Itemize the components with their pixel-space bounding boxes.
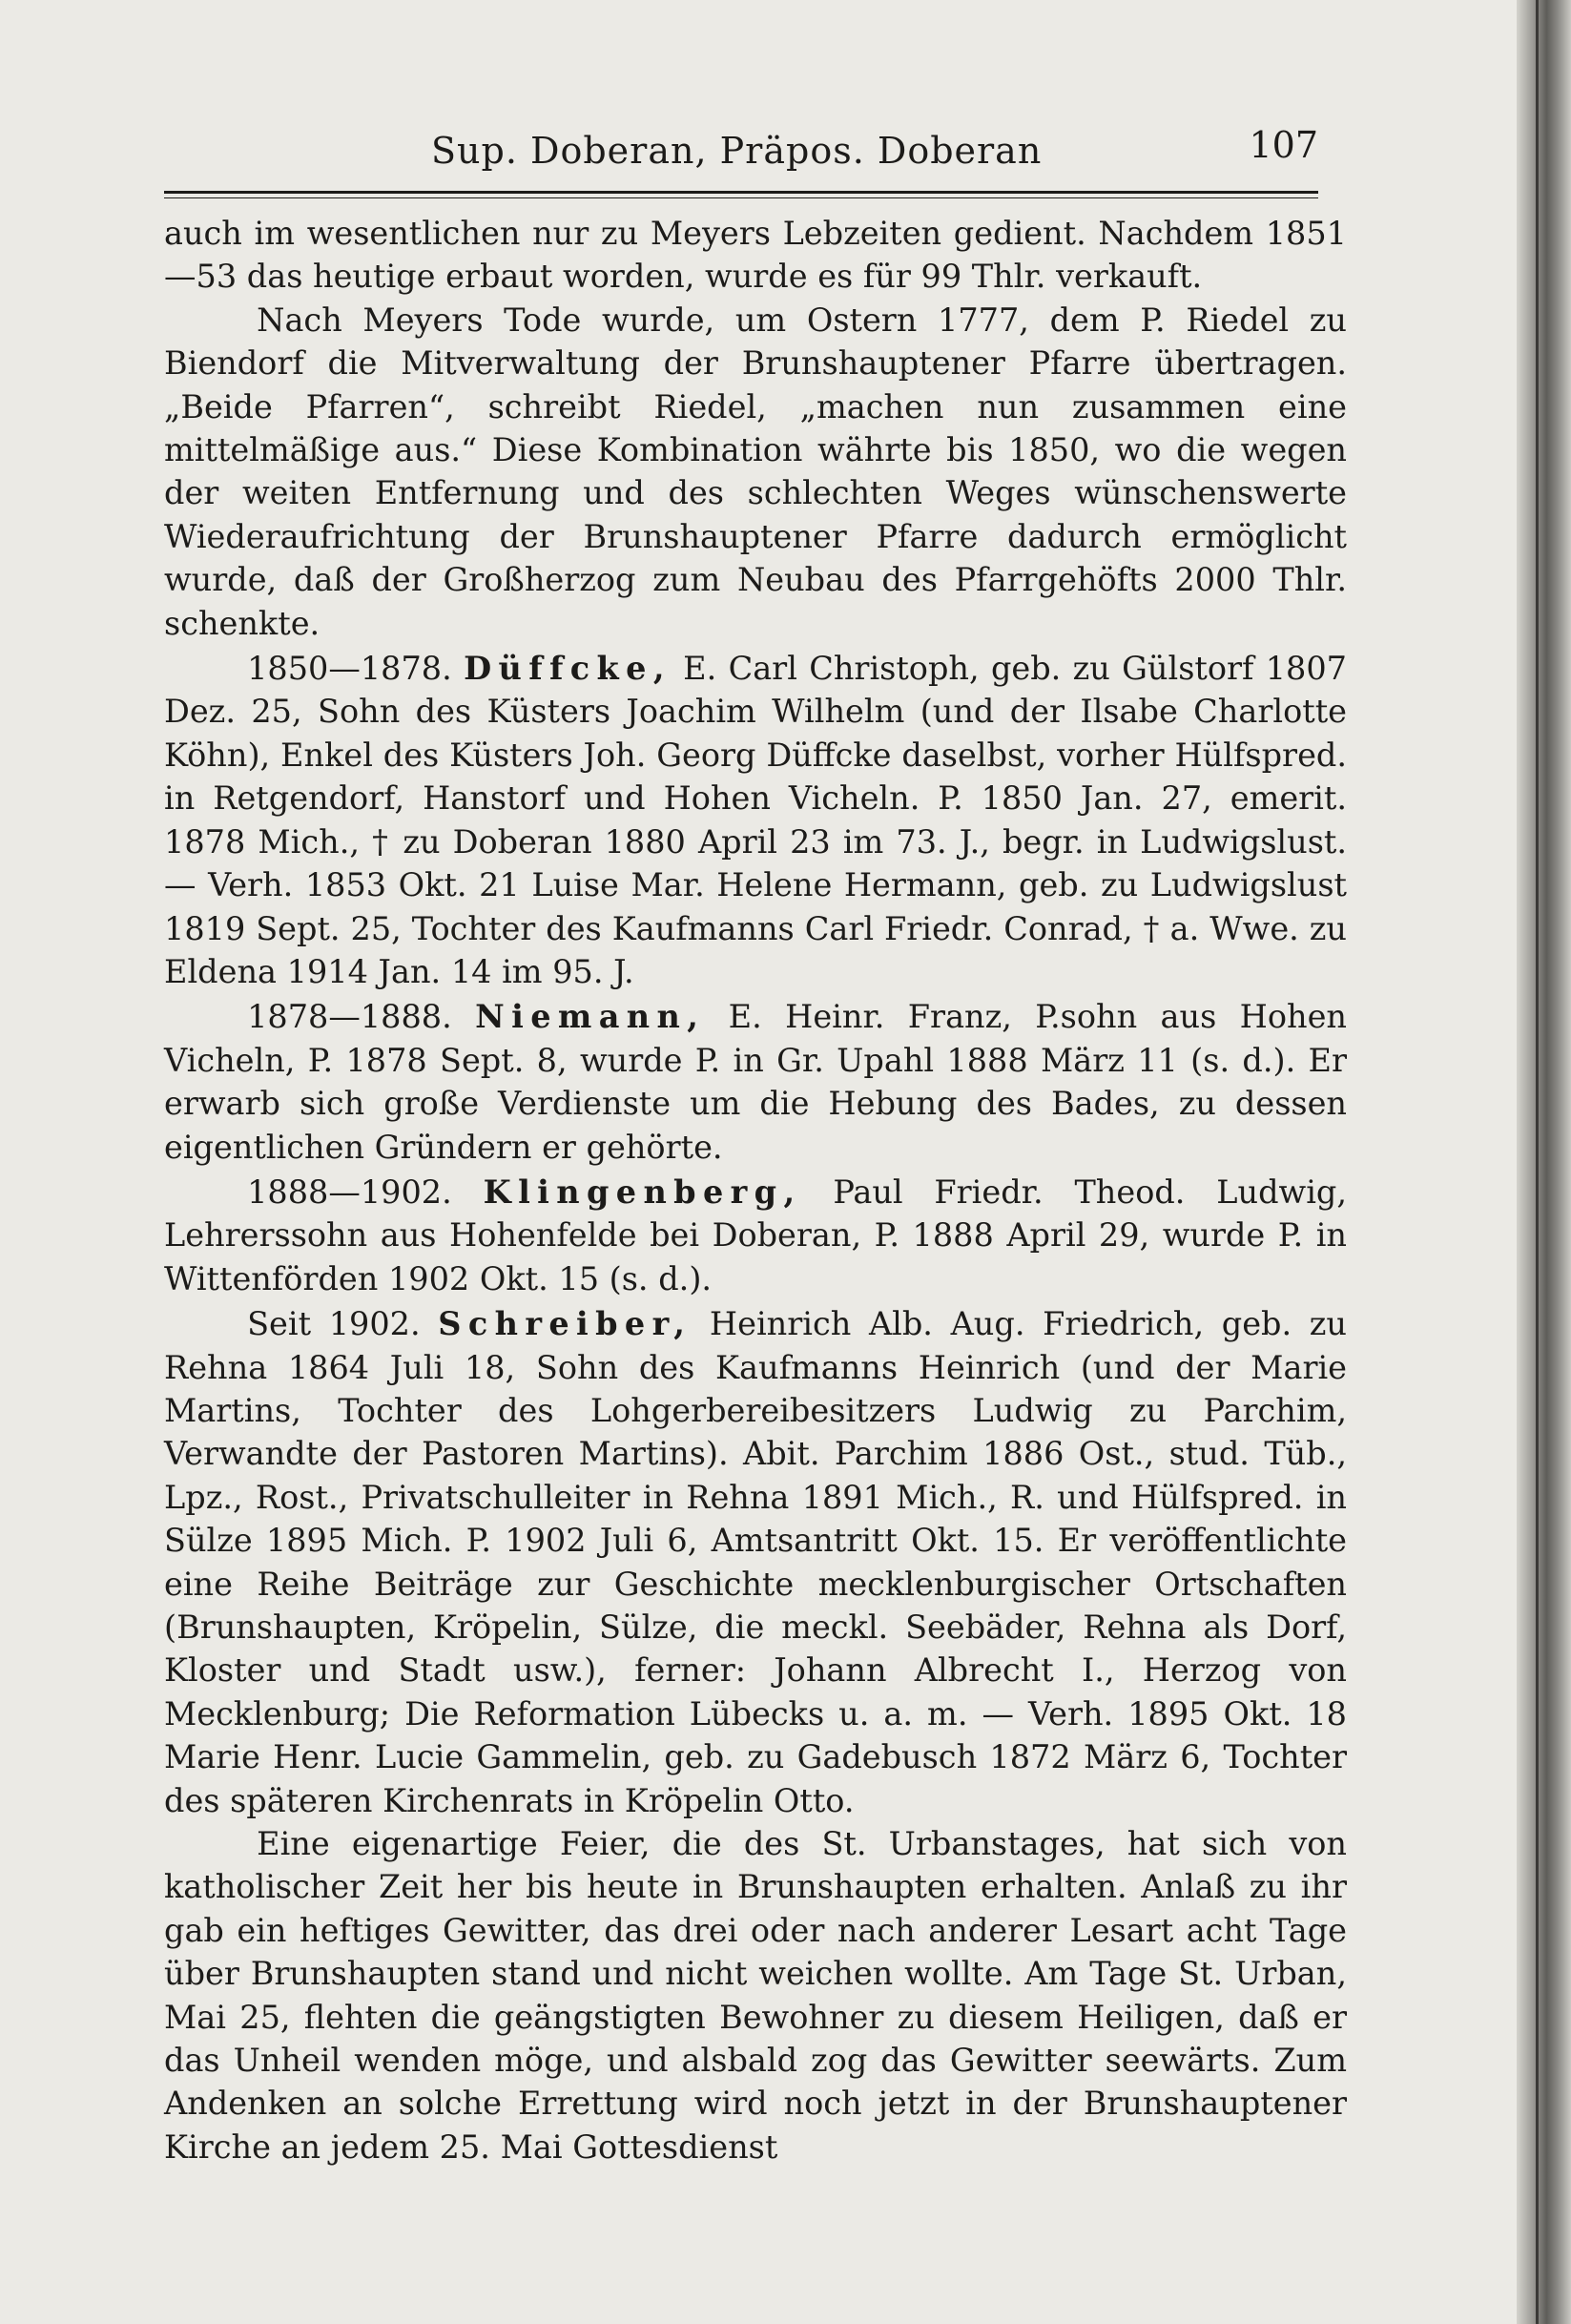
running-title: Sup. Doberan, Präpos. Doberan [431, 130, 1043, 172]
entry-klingenberg [164, 1171, 1347, 1300]
header-rule [164, 191, 1318, 198]
book-spine-edge [1536, 0, 1539, 2324]
entry-name: Düffcke, [464, 650, 672, 688]
entry-text: Heinrich Alb. Aug. Friedrich, geb. zu Rehna 1864 Juli 18, Sohn des Kaufmanns Heinrich (und der Marie Martins, Tochter des Lohgerbereibesitzers Ludwig zu Parchim, Verwandte der Pastoren Martins). Abit. Parchim 1886 Ost., stud. Tüb., Lpz., Rost., Privatschulleiter in Rehna 1891 Mich., R. und Hülfspred. in Sülze 1895 Mich. P. 1902 Juli 6, Amtsantritt Okt. 15. Er veröffentlichte eine Reihe Beiträge zur Geschichte mecklenburgischer Ortschaften (Brunshaupten, Kröpelin, Sülze, die meckl. Seebäder, Rehna als Dorf, Kloster und Stadt usw.), ferner: Johann Albrecht I., Herzog von Mecklenburg; Die Reformation Lübecks u. a. m. — Verh. 1895 Okt. 18 Marie Henr. Lucie Gammelin, geb. zu Gadebusch 1872 März 6, Tochter des späteren Kirchenrats in Kröpelin Otto. [164, 1305, 1347, 1819]
entry-niemann [164, 995, 1347, 1169]
book-spine-shadow [1517, 0, 1571, 2324]
entry-years: 1878—1888. [247, 998, 452, 1036]
entry-years: Seit 1902. [247, 1305, 421, 1343]
paragraph-continuation: auch im wesentlichen nur zu Meyers Lebzeiten gedient. Nachdem 1851—53 das heutige erbaut worden, wurde es für 99 Thlr. verkauft. [164, 215, 1347, 296]
page-header [164, 124, 1318, 181]
entry-name: Schreiber, [438, 1305, 692, 1343]
body-text [164, 212, 1347, 2168]
entry-schreiber [164, 1302, 1347, 1822]
entry-text: E. Carl Christoph, geb. zu Gülstorf 1807 Dez. 25, Sohn des Küsters Joachim Wilhelm (und der Ilsabe Charlotte Köhn), Enkel des Küsters Joh. Georg Düffcke daselbst, vorher Hülfspred. in Retgendorf, Hanstorf und Hohen Vicheln. P. 1850 Jan. 27, emerit. 1878 Mich., † zu Doberan 1880 April 23 im 73. J., begr. in Ludwigslust. — Verh. 1853 Okt. 21 Luise Mar. Helene Hermann, geb. zu Ludwigslust 1819 Sept. 25, Tochter des Kaufmanns Carl Friedr. Conrad, † a. Wwe. zu Eldena 1914 Jan. 14 im 95. J. [164, 650, 1347, 990]
entry-text: Paul Friedr. Theod. Ludwig, Lehrerssohn aus Hohenfelde bei Doberan, P. 1888 April 29, wurde P. in Wittenförden 1902 Okt. 15 (s. d.). [164, 1172, 1348, 1297]
paragraph-urbanstag: Eine eigenartige Feier, die des St. Urbanstages, hat sich von katholischer Zeit her bis heute in Brunshaupten erhalten. Anlaß zu ihr gab ein heftiges Gewitter, das drei oder nach anderer Lesart acht Tage über Brunshaupten stand und nicht weichen wollte. Am Tage St. Urban, Mai 25, flehten die geängstigten Bewohner zu diesem Heiligen, daß er das Unheil wenden möge, und alsbald zog das Gewitter seewärts. Zum Andenken an solche Errettung wird noch jetzt in der Brunshauptener Kirche an jedem 25. Mai Gottesdienst [164, 1825, 1347, 2166]
entry-years: 1888—1902. [247, 1172, 452, 1211]
page-number: 107 [1249, 124, 1318, 166]
entry-years: 1850—1878. [247, 650, 452, 688]
entry-name: Niemann, [475, 998, 706, 1036]
paragraph-riedel: Nach Meyers Tode wurde, um Ostern 1777, dem P. Riedel zu Biendorf die Mitverwaltung der Brunshauptener Pfarre übertragen. „Beide Pfarren“, schreibt Riedel, „machen nun zusammen eine mittelmäßige aus.“ Diese Kombination währte bis 1850, wo die wegen der weiten Entfernung und des schlechten Weges wünschenswerte Wiederaufrichtung der Brunshauptener Pfarre dadurch ermöglicht wurde, daß der Großherzog zum Neubau des Pfarrgehöfts 2000 Thlr. schenkte. [164, 301, 1347, 642]
entry-duffcke [164, 647, 1347, 993]
entry-name: Klingenberg, [483, 1172, 802, 1211]
entry-text: E. Heinr. Franz, P.sohn aus Hohen Vicheln, P. 1878 Sept. 8, wurde P. in Gr. Upahl 1888 März 11 (s. d.). Er erwarb sich große Verdienste um die Hebung des Bades, zu dessen eigentlichen Gründern er gehörte. [164, 998, 1348, 1166]
